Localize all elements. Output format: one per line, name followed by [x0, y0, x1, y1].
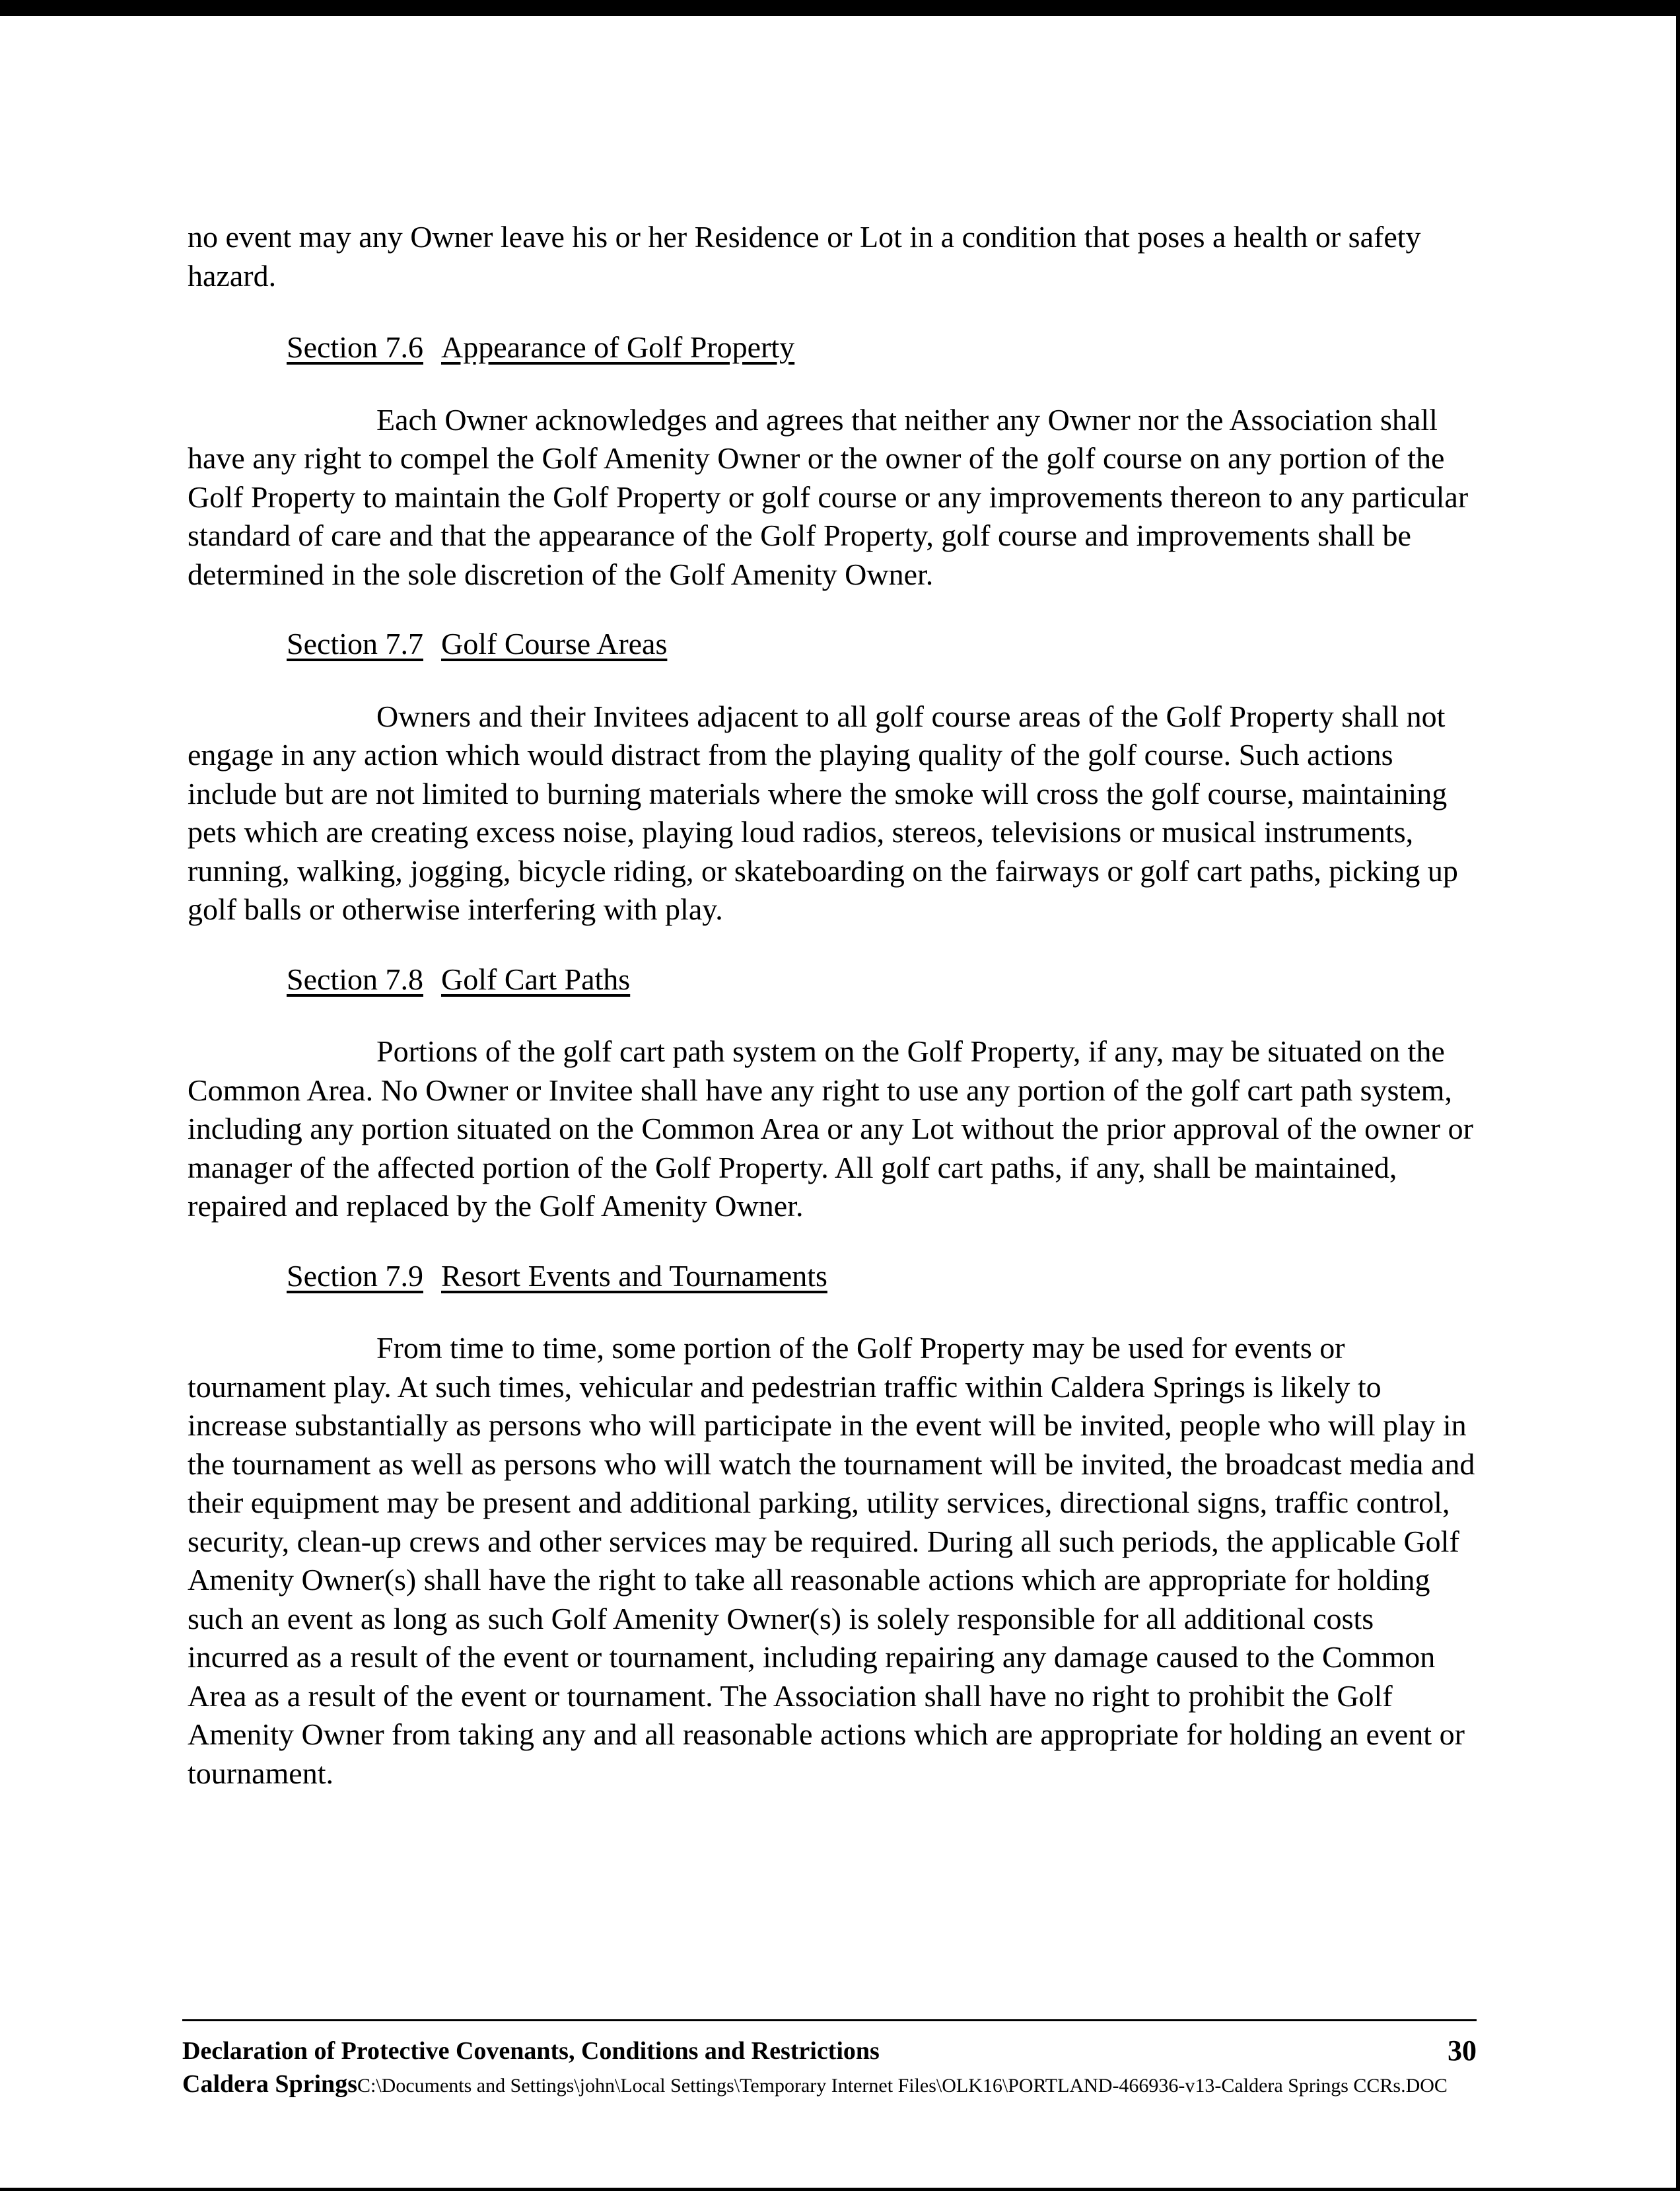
section-number: Section 7.7	[287, 627, 423, 661]
section-title: Appearance of Golf Property	[441, 330, 795, 364]
page-number: 30	[1448, 2034, 1477, 2067]
section-title: Resort Events and Tournaments	[441, 1258, 827, 1293]
section-heading-7-9	[188, 1257, 1475, 1296]
footer-file-path: C:\Documents and Settings\john\Local Settings\Temporary Internet Files\OLK16\PORTLAND-466936-v13-Caldera Springs CCRs.DOC	[357, 2075, 1448, 2097]
bottom-border	[0, 2188, 1680, 2191]
footer-title-line	[182, 2034, 1477, 2067]
intro-paragraph: no event may any Owner leave his or her Residence or Lot in a condition that poses a health or safety hazard.	[188, 220, 1421, 293]
section-body-7-9: From time to time, some portion of the Golf Property may be used for events or tournament play. At such times, vehicular and pedestrian traffic within Caldera Springs is likely to increase substantially as persons who will participate in the event will be invited, people who will play in the tournament as well as persons who will watch the tournament will be invited, the broadcast media and their equipment may be present and additional parking, utility services, directional signs, traffic control, security, clean-up crews and other services may be required. During all such periods, the applicable Golf Amenity Owner(s) shall have the right to take all reasonable actions which are appropriate for holding such an event as long as such Golf Amenity Owner(s) is solely responsible for all additional costs incurred as a result of the event or tournament, including repairing any damage caused to the Common Area as a result of the event or tournament. The Association shall have no right to prohibit the Golf Amenity Owner from taking any and all reasonable actions which are appropriate for holding an event or tournament.	[188, 1331, 1475, 1790]
page-footer	[182, 2019, 1477, 2102]
section-number: Section 7.9	[287, 1258, 423, 1293]
section-body-7-6: Each Owner acknowledges and agrees that neither any Owner nor the Association shall have any right to compel the Golf Amenity Owner or the owner of the golf course on any portion of the Golf Property to maintain the Golf Property or golf course or any improvements thereon to any particular standard of care and that the appearance of the Golf Property, golf course and improvements shall be determined in the sole discretion of the Golf Amenity Owner.	[188, 402, 1469, 591]
section-heading-7-8	[188, 960, 1475, 999]
top-border	[0, 0, 1680, 16]
section-body-7-7: Owners and their Invitees adjacent to all golf course areas of the Golf Property shall not engage in any action which would distract from the playing quality of the golf course. Such actions include but are not limited to burning materials where the smoke will cross the golf course, maintaining pets which are creating excess noise, playing loud radios, stereos, televisions or musical instruments, running, walking, jogging, bicycle riding, or skateboarding on the fairways or golf cart paths, picking up golf balls or otherwise interfering with play.	[188, 699, 1458, 926]
section-heading-7-7	[188, 625, 1475, 664]
section-title: Golf Course Areas	[441, 627, 668, 661]
section-number: Section 7.8	[287, 962, 423, 996]
section-heading-7-6	[188, 328, 1475, 367]
section-title: Golf Cart Paths	[441, 962, 631, 996]
section-number: Section 7.6	[287, 330, 423, 364]
footer-doc-title: Declaration of Protective Covenants, Conditions and Restrictions	[182, 2037, 880, 2065]
section-body-7-8: Portions of the golf cart path system on the Golf Property, if any, may be situated on the Common Area. No Owner or Invitee shall have any right to use any portion of the golf cart path system, including any portion situated on the Common Area or any Lot without the prior approval of the owner or manager of the affected portion of the Golf Property. All golf cart paths, if any, shall be maintained, repaired and replaced by the Golf Amenity Owner.	[188, 1034, 1473, 1223]
footer-file-line	[182, 2067, 1477, 2102]
right-border	[1676, 0, 1680, 2191]
footer-project: Caldera Springs	[182, 2070, 357, 2098]
document-body	[188, 218, 1475, 1793]
